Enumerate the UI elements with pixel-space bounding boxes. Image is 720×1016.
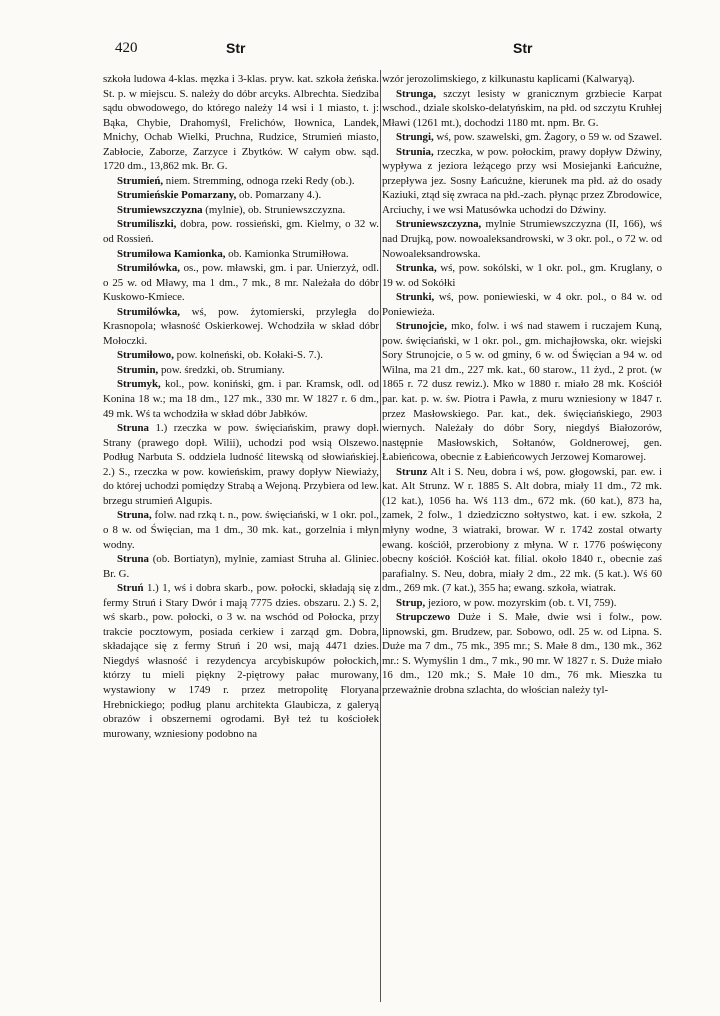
entry-headword: Struna, — [117, 509, 152, 522]
dictionary-entry — [103, 552, 379, 581]
entry-headword: Strumiłowo, — [117, 349, 174, 362]
dictionary-entry — [382, 72, 662, 87]
entry-text: 1.) rzeczka w pow. święciańskim, prawy dopł. Strany (prawego dopł. Wilii), uchodzi pod wsią Olszewo. Podług Narbuta S. oddziela ludność litewską od słowiańskiej. 2.) S., rzeczka w pow. kowieńskim, prawy dopływ Niewiaży, do której uchodzi pomiędzy Strabą a Wejoną. Przybiera od lew. brzegu strumień Algupis. — [103, 422, 379, 507]
entry-text: mko, folw. i wś nad stawem i ruczajem Kuną, pow. święciański, w 1 okr. pol., gm. michajłowska, okr. wiejski Sory Strunojcie, o 5 w. od gminy, 6 w. od Święcian a 94 w. od Wilna, ma 21 dm., 227 mk. kat., 60 starow., 11 żyd., 2 prot. (w 1865 r. 72 dusz rewiz.). Mko w 1880 r. miało 28 mk. Kościół par. kat. p. w. św. Piotra i Pawła, z muru wzniesiony w 1847 r. przez Masłowskiego. Par. kat., dek. święciańskiego, 2903 wiernych. Należały do dóbr Sory, niegdyś Białozorów, następnie Masłowskich, Sołtanów, Goldnerowej, gen. Łabieńcowa, obecnie z Łabieńcowych Jerzowej Komarowej. — [382, 320, 662, 464]
column-divider — [380, 70, 381, 1002]
dictionary-entry — [103, 421, 379, 508]
left-column — [103, 72, 379, 1002]
dictionary-entry — [382, 217, 662, 261]
entry-text: niem. Stremming, odnoga rzeki Redy (ob.). — [163, 174, 355, 187]
entry-text: wzór jerozolimskiego, z kilkunastu kaplicami (Kalwaryą). — [382, 73, 635, 85]
left-running-head: Str — [226, 40, 246, 56]
dictionary-entry — [103, 188, 379, 203]
entry-headword: Strumiliszki, — [117, 218, 177, 231]
dictionary-entry — [382, 319, 662, 464]
entry-headword: Strunojcie, — [396, 320, 447, 333]
dictionary-entry — [382, 290, 662, 319]
entry-text: rzeczka, w pow. połockim, prawy dopływ Dźwiny, wypływa z jeziora leżącego przy wsi Mosiejanki Łańcużne, przepływa jez. Sosny Łańcużne, kierunek ma płd. aż do osady Kaziuki, ztąd się zwraca na płd.-zach. płynąc przez Zbrodowice, Arciuchy, i we wsi Matusówka uchodzi do Dźwiny. — [382, 145, 662, 216]
entry-headword: Strunga, — [396, 87, 437, 100]
entry-text: (ob. Bortiatyn), mylnie, zamiast Struha al. Gliniec. Br. G. — [103, 553, 379, 580]
entry-headword: Strungi, — [396, 131, 434, 144]
entry-headword: Strumiłówka, — [117, 262, 180, 275]
entry-headword: Strumiewszczyzna — [117, 203, 203, 216]
entry-headword: Strumieńskie Pomarzany, — [117, 189, 237, 202]
entry-headword: Strumin, — [117, 363, 159, 376]
entry-text: os., pow. mławski, gm. i par. Unierzyż, odl. o 25 w. od Mławy, ma 1 dm., 7 mk., 8 mr. Należała do dóbr Kuskowo-Kmiece. — [103, 262, 379, 304]
entry-headword: Strunia, — [396, 145, 434, 158]
entry-text: 1.) 1, wś i dobra skarb., pow. połocki, składają się z fermy Struń i Stary Dwór i mają 7775 dzies. obszaru. 2.) S. 2, wś skarb., pow. połocki, o 3 w. na wschód od Połocka, przy trakcie pocztowym, posiada cerkiew i zarząd gm. Dobra, składające się z fermy Struń i 20 wsi, mają 4471 dzies. Niegdyś własność i rezydencya arcybiskupów połockich, którzy tu mieli piękny 2-piętrowy pałac murowany, wystawiony w 1749 r. przez metropolitę Floryana Hrebnickiego; podług planu architekta Glaubicza, z galeryą obrazów i obszernemi ogrodami. Był też tu kościołek murowany, wzniesiony podobno na — [103, 582, 379, 740]
dictionary-entry — [382, 465, 662, 596]
entry-text: szkoła ludowa 4-klas. męzka i 3-klas. pryw. kat. szkoła żeńska. St. p. w miejscu. S. należy do dóbr arcyks. Albrechta. Siedziba sądu obwodowego, do którego należy 14 wsi i 1 miasto, t. j: Bąka, Chybie, Drahomyśl, Frelichów, Iłownica, Landek, Mnichy, Ochab Wielki, Pruchna, Rudzice, Strumień miasto, Zabłocie, Zaborze, Zarzyce i Zbytków. W całym obw. sąd. 1720 dm., 13,862 mk. Br. G. — [103, 73, 379, 173]
entry-headword: Strunz — [396, 465, 428, 478]
entry-text: ob. Pomarzany 4.). — [236, 189, 322, 202]
dictionary-entry — [103, 203, 379, 218]
dictionary-entry — [382, 130, 662, 145]
entry-headword: Strumień, — [117, 174, 164, 187]
entry-headword: Strunki, — [396, 291, 435, 304]
entry-text: mylnie Strumiewszczyzna (II, 166), wś nad Drujką, pow. nowoaleksandrowski, w 3 okr. pol., o 72 w. od Nowoaleksandrowska. — [382, 218, 662, 260]
entry-headword: Strumyk, — [117, 378, 161, 391]
entry-headword: Struniewszczyzna, — [396, 218, 482, 231]
entry-text: pow. kolneński, ob. Kołaki-S. 7.). — [173, 349, 323, 362]
entry-text: wś, pow. poniewieski, w 4 okr. pol., o 84 w. od Poniewieża. — [382, 291, 662, 318]
entry-text: wś, pow. sokólski, w 1 okr. pol., gm. Kruglany, o 19 w. od Sokółki — [382, 262, 662, 289]
dictionary-entry — [103, 174, 379, 189]
dictionary-entry — [382, 610, 662, 697]
dictionary-entry — [103, 261, 379, 305]
entry-text: Duże i S. Małe, dwie wsi i folw., pow. lipnowski, gm. Brudzew, par. Sobowo, odl. 25 w. od Lipna. S. Duże ma 7 dm., 75 mk., 395 mr.; S. Małe 8 dm., 130 mk., 362 mr.: S. Wymyślin 1 dm., 7 mk., 90 mr. W 1827 r. S. Duże miało 16 dm., 120 mk.; S. Małe 10 dm., 76 mk. Mieszka tu przeważnie drobna szlachta, do włościan należy tyl- — [382, 611, 662, 696]
entry-headword: Strup, — [396, 596, 426, 609]
entry-text: wś, pow. szawelski, gm. Żagory, o 59 w. od Szawel. — [433, 131, 662, 144]
entry-text: wś, pow. żytomierski, przyległa do Krasnopola; własność Oskierkowej. Wchodziła w skład dóbr Mołoczki. — [103, 305, 379, 347]
entry-headword: Struna — [117, 422, 149, 435]
dictionary-entry — [382, 596, 662, 611]
dictionary-entry — [103, 247, 379, 262]
dictionary-entry — [103, 377, 379, 421]
entry-text: szczyt lesisty w granicznym grzbiecie Karpat wschod., dziale skolsko-delatyńskim, na płd. od szczytu Kruhłej Mławi (1261 mt.), dochodzi 1180 mt. npm. Br. G. — [382, 87, 662, 129]
entry-headword: Strumiłówka, — [117, 305, 180, 318]
entry-text: (mylnie), ob. Struniewszczyzna. — [202, 203, 346, 216]
entry-headword: Strupczewo — [396, 611, 451, 624]
entry-text: dobra, pow. rossieński, gm. Kielmy, o 32 w. od Rossień. — [103, 218, 379, 246]
entry-text: Alt i S. Neu, dobra i wś, pow. głogowski, par. ew. i kat. Alt Strunz. W r. 1885 S. Alt dobra, miały 11 dm., 72 mk. (12 kat.), 1056 ha. Wś 113 dm., 672 mk. (60 kat.), 873 ha, zamek, 2 folw., 1 dziedziczno sołtystwo, kat. i ew. szkoła, 2 młyny wodne, 3 wiatraki, browar. W r. 1742 zostal otwarty ewang. kościół, przerobiony z młyna. W r. 1776 poświęcony obecny kościół. Kościół kat. filial. około 1840 r., obecnie zaś parafialny. S. Neu, dobra, miały 2 dm., 22 mk. (5 kat.). Wś 60 dm., 269 mk. (7 kat.), 355 ha; ewang. szkoła, wiatrak. — [382, 465, 662, 595]
dictionary-entry — [103, 305, 379, 349]
entry-headword: Struń — [117, 582, 144, 595]
right-running-head: Str — [513, 40, 533, 56]
entry-text: folw. nad rzką t. n., pow. święciański, w 1 okr. pol., o 8 w. od Święcian, ma 1 dm., 30 mk. kat., gorzelnia i młyn wodny. — [103, 509, 379, 551]
entry-headword: Strunka, — [396, 262, 437, 275]
dictionary-entry — [103, 508, 379, 552]
entry-headword: Struna — [117, 553, 149, 566]
dictionary-entry — [103, 348, 379, 363]
dictionary-entry — [382, 87, 662, 131]
dictionary-entry — [382, 261, 662, 290]
page-number: 420 — [115, 40, 138, 56]
entry-text: kol., pow. koniński, gm. i par. Kramsk, odl. od Konina 18 w.; ma 18 dm., 127 mk., 330 mr. W 1827 r. 6 dm., 49 mk. Wś ta wchodziła w skład dóbr Jabłków. — [103, 378, 379, 420]
dictionary-entry — [103, 72, 379, 174]
dictionary-entry — [382, 145, 662, 218]
right-column — [382, 72, 662, 1002]
entry-text: jezioro, w pow. mozyrskim (ob. t. VI, 759). — [425, 596, 617, 609]
dictionary-entry — [103, 581, 379, 741]
dictionary-entry — [103, 363, 379, 378]
entry-headword: Strumiłowa Kamionka, — [117, 247, 226, 260]
entry-text: ob. Kamionka Strumiłłowa. — [225, 247, 349, 260]
entry-text: pow. średzki, ob. Strumiany. — [158, 363, 285, 376]
dictionary-entry — [103, 217, 379, 246]
